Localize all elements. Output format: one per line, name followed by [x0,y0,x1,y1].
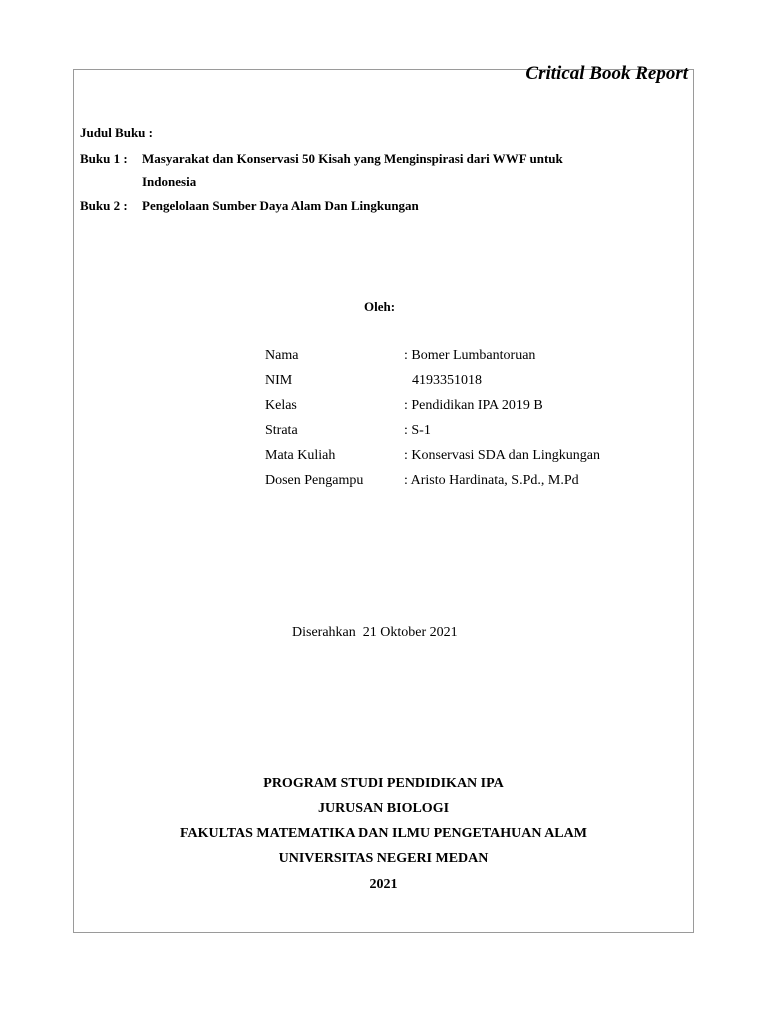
author-row-label: Mata Kuliah [265,448,336,463]
book1-title-line1: Masyarakat dan Konservasi 50 Kisah yang Menginspirasi dari WWF untuk [142,151,563,166]
report-title: Critical Book Report [525,63,688,84]
author-row-label: Nama [265,348,299,363]
year: 2021 [369,877,398,892]
book-title-heading: Judul Buku : [80,125,153,140]
book1-prefix: Buku 1 : [80,151,128,166]
faculty-name: FAKULTAS MATEMATIKA DAN ILMU PENGETAHUAN ALAM [180,826,587,841]
author-row-label: NIM [265,373,293,388]
author-row-value: : Pendidikan IPA 2019 B [404,398,543,413]
book2-prefix: Buku 2 : [80,198,128,213]
author-row-value: : Bomer Lumbantoruan [404,348,536,363]
program-name: PROGRAM STUDI PENDIDIKAN IPA [263,776,504,791]
author-row-value: 4193351018 [412,373,482,388]
author-row-value: : Konservasi SDA dan Lingkungan [404,448,600,463]
university-name: UNIVERSITAS NEGERI MEDAN [278,851,489,866]
department-name: JURUSAN BIOLOGI [317,801,450,816]
submission-date: Diserahkan 21 Oktober 2021 [292,625,458,640]
author-row-value: : S-1 [404,423,431,438]
book2-title: Pengelolaan Sumber Daya Alam Dan Lingkungan [142,198,419,213]
author-row-label: Dosen Pengampu [265,473,364,488]
author-row-label: Kelas [265,398,297,413]
author-row-value: : Aristo Hardinata, S.Pd., M.Pd [404,473,579,488]
by-label: Oleh: [364,299,396,314]
book1-title-line2: Indonesia [142,174,197,189]
author-row-label: Strata [265,423,298,438]
